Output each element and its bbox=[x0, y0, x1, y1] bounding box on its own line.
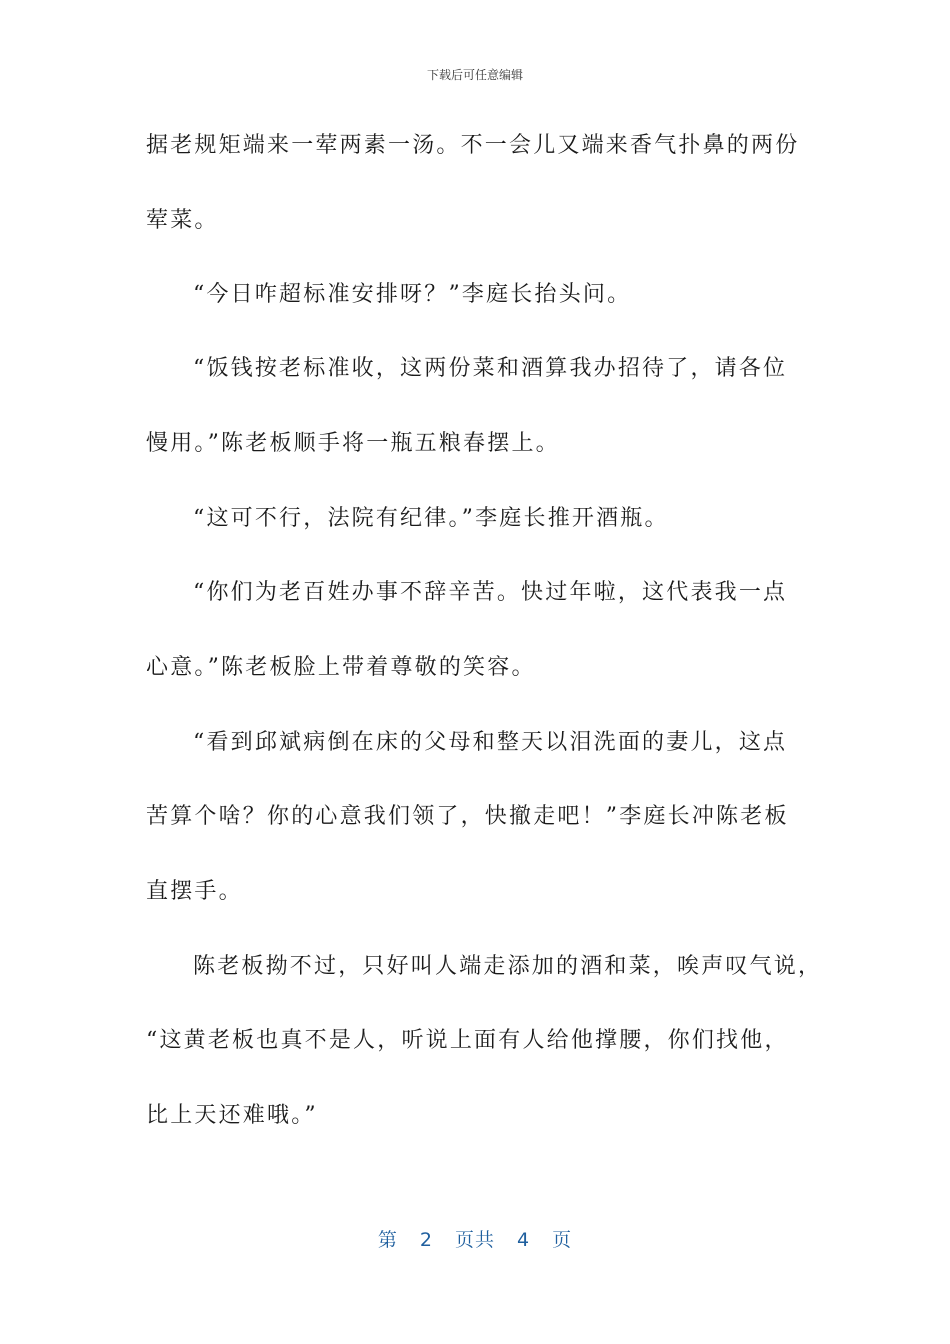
text-line: “今日咋超标准安排呀？”李庭长抬头问。 bbox=[193, 282, 632, 307]
footer-middle: 页共 bbox=[454, 1229, 495, 1251]
text-line: 心意。”陈老板脸上带着尊敬的笑容。 bbox=[146, 655, 536, 680]
footer-prefix: 第 bbox=[377, 1229, 398, 1251]
header-note: 下载后可任意编辑 bbox=[426, 68, 523, 82]
text-line: “饭钱按老标准收，这两份菜和酒算我办招待了，请各位 bbox=[193, 356, 788, 381]
footer-suffix: 页 bbox=[552, 1229, 573, 1251]
page-footer bbox=[0, 1225, 950, 1252]
text-line: “这黄老板也真不是人，听说上面有人给他撑腰，你们找他， bbox=[146, 1028, 789, 1053]
text-line: 荤菜。 bbox=[146, 208, 219, 233]
text-line: 苦算个啥？你的心意我们领了，快撤走吧！”李庭长冲陈老板 bbox=[146, 804, 789, 829]
text-line: 直摆手。 bbox=[146, 879, 243, 904]
text-line: “你们为老百姓办事不辞辛苦。快过年啦，这代表我一点 bbox=[193, 580, 788, 605]
current-page-number: 2 bbox=[419, 1229, 433, 1251]
text-line: “看到邱斌病倒在床的父母和整天以泪洗面的妻儿，这点 bbox=[193, 730, 788, 755]
text-line: 比上天还难哦。” bbox=[146, 1103, 318, 1128]
text-line: “这可不行，法院有纪律。”李庭长推开酒瓶。 bbox=[193, 506, 669, 531]
total-pages-number: 4 bbox=[517, 1229, 531, 1251]
text-line: 据老规矩端来一荤两素一汤。不一会儿又端来香气扑鼻的两份 bbox=[146, 133, 800, 158]
text-line: 陈老板拗不过，只好叫人端走添加的酒和菜，唉声叹气说， bbox=[193, 954, 823, 979]
text-line: 慢用。”陈老板顺手将一瓶五粮春摆上。 bbox=[146, 431, 560, 456]
